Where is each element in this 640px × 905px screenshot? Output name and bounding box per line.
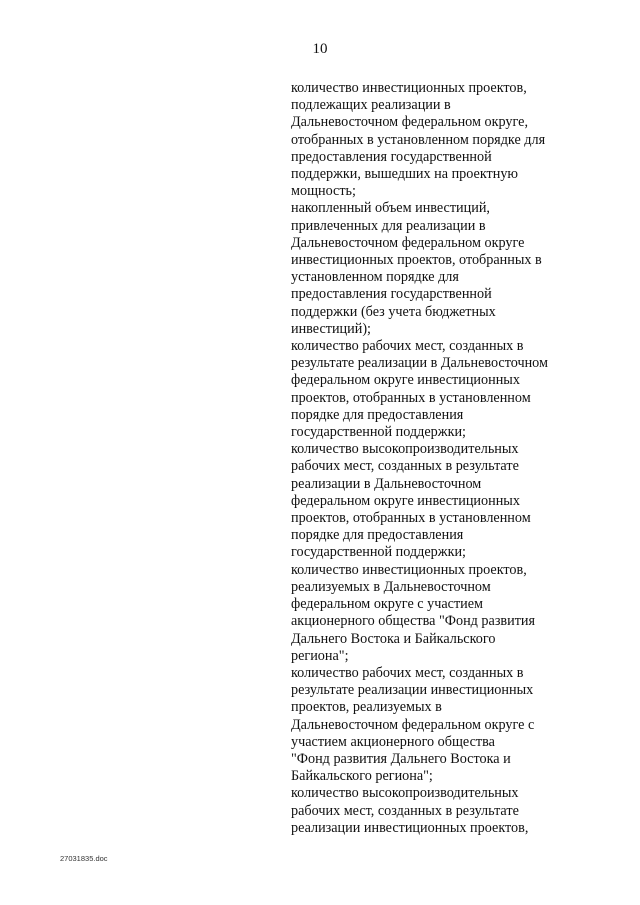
text-line: "Фонд развития Дальнего Востока и — [291, 750, 511, 767]
text-line: реализуемых в Дальневосточном — [291, 578, 491, 595]
text-line: порядке для предоставления — [291, 527, 464, 544]
text-line: Байкальского региона"; — [291, 768, 433, 785]
text-line: федеральном округе инвестиционных — [291, 492, 520, 509]
text-line: предоставления государственной — [291, 148, 492, 165]
text-line: мощность; — [291, 183, 356, 200]
text-line: количество высокопроизводительных — [291, 441, 519, 458]
document-file-code: 27031835.doc — [60, 854, 108, 863]
body-text — [291, 80, 591, 837]
text-line: поддержки (без учета бюджетных — [291, 303, 496, 320]
text-line: установленном порядке для — [291, 269, 459, 286]
text-line: привлеченных для реализации в — [291, 217, 486, 234]
text-line: участием акционерного общества — [291, 733, 495, 750]
text-line: порядке для предоставления — [291, 406, 464, 423]
text-line: рабочих мест, созданных в результате — [291, 458, 519, 475]
text-line: проектов, отобранных в установленном — [291, 510, 531, 527]
text-line: акционерного общества "Фонд развития — [291, 613, 536, 630]
text-line: Дальневосточном федеральном округе с — [291, 716, 535, 733]
text-line: реализации инвестиционных проектов, — [291, 819, 529, 836]
text-line: подлежащих реализации в — [291, 97, 451, 114]
text-line: федеральном округе с участием — [291, 596, 484, 613]
text-line: федеральном округе инвестиционных — [291, 372, 520, 389]
text-line: государственной поддержки; — [291, 544, 466, 561]
text-line: количество рабочих мест, созданных в — [291, 338, 524, 355]
text-line: проектов, отобранных в установленном — [291, 389, 531, 406]
text-line: Дальнего Востока и Байкальского — [291, 630, 496, 647]
text-line: отобранных в установленном порядке для — [291, 131, 546, 148]
text-line: реализации в Дальневосточном — [291, 475, 482, 492]
text-line: Дальневосточном федеральном округе, — [291, 114, 528, 131]
text-line: количество инвестиционных проектов, — [291, 80, 527, 96]
text-line: предоставления государственной — [291, 286, 492, 303]
text-line: поддержки, вышедших на проектную — [291, 166, 519, 183]
text-line: инвестиционных проектов, отобранных в — [291, 252, 542, 269]
text-line: Дальневосточном федеральном округе — [291, 234, 525, 251]
text-line: результате реализации инвестиционных — [291, 682, 534, 699]
text-line: региона"; — [291, 647, 349, 664]
text-line: накопленный объем инвестиций, — [291, 200, 490, 217]
text-line: рабочих мест, созданных в результате — [291, 802, 519, 819]
text-line: государственной поддержки; — [291, 424, 466, 441]
text-line: инвестиций); — [291, 320, 371, 337]
text-line: количество высокопроизводительных — [291, 785, 519, 802]
text-line: результате реализации в Дальневосточном — [291, 355, 548, 372]
text-line: проектов, реализуемых в — [291, 699, 442, 716]
page-number: 10 — [312, 41, 328, 57]
text-line: количество рабочих мест, созданных в — [291, 664, 524, 681]
text-line: количество инвестиционных проектов, — [291, 561, 527, 578]
